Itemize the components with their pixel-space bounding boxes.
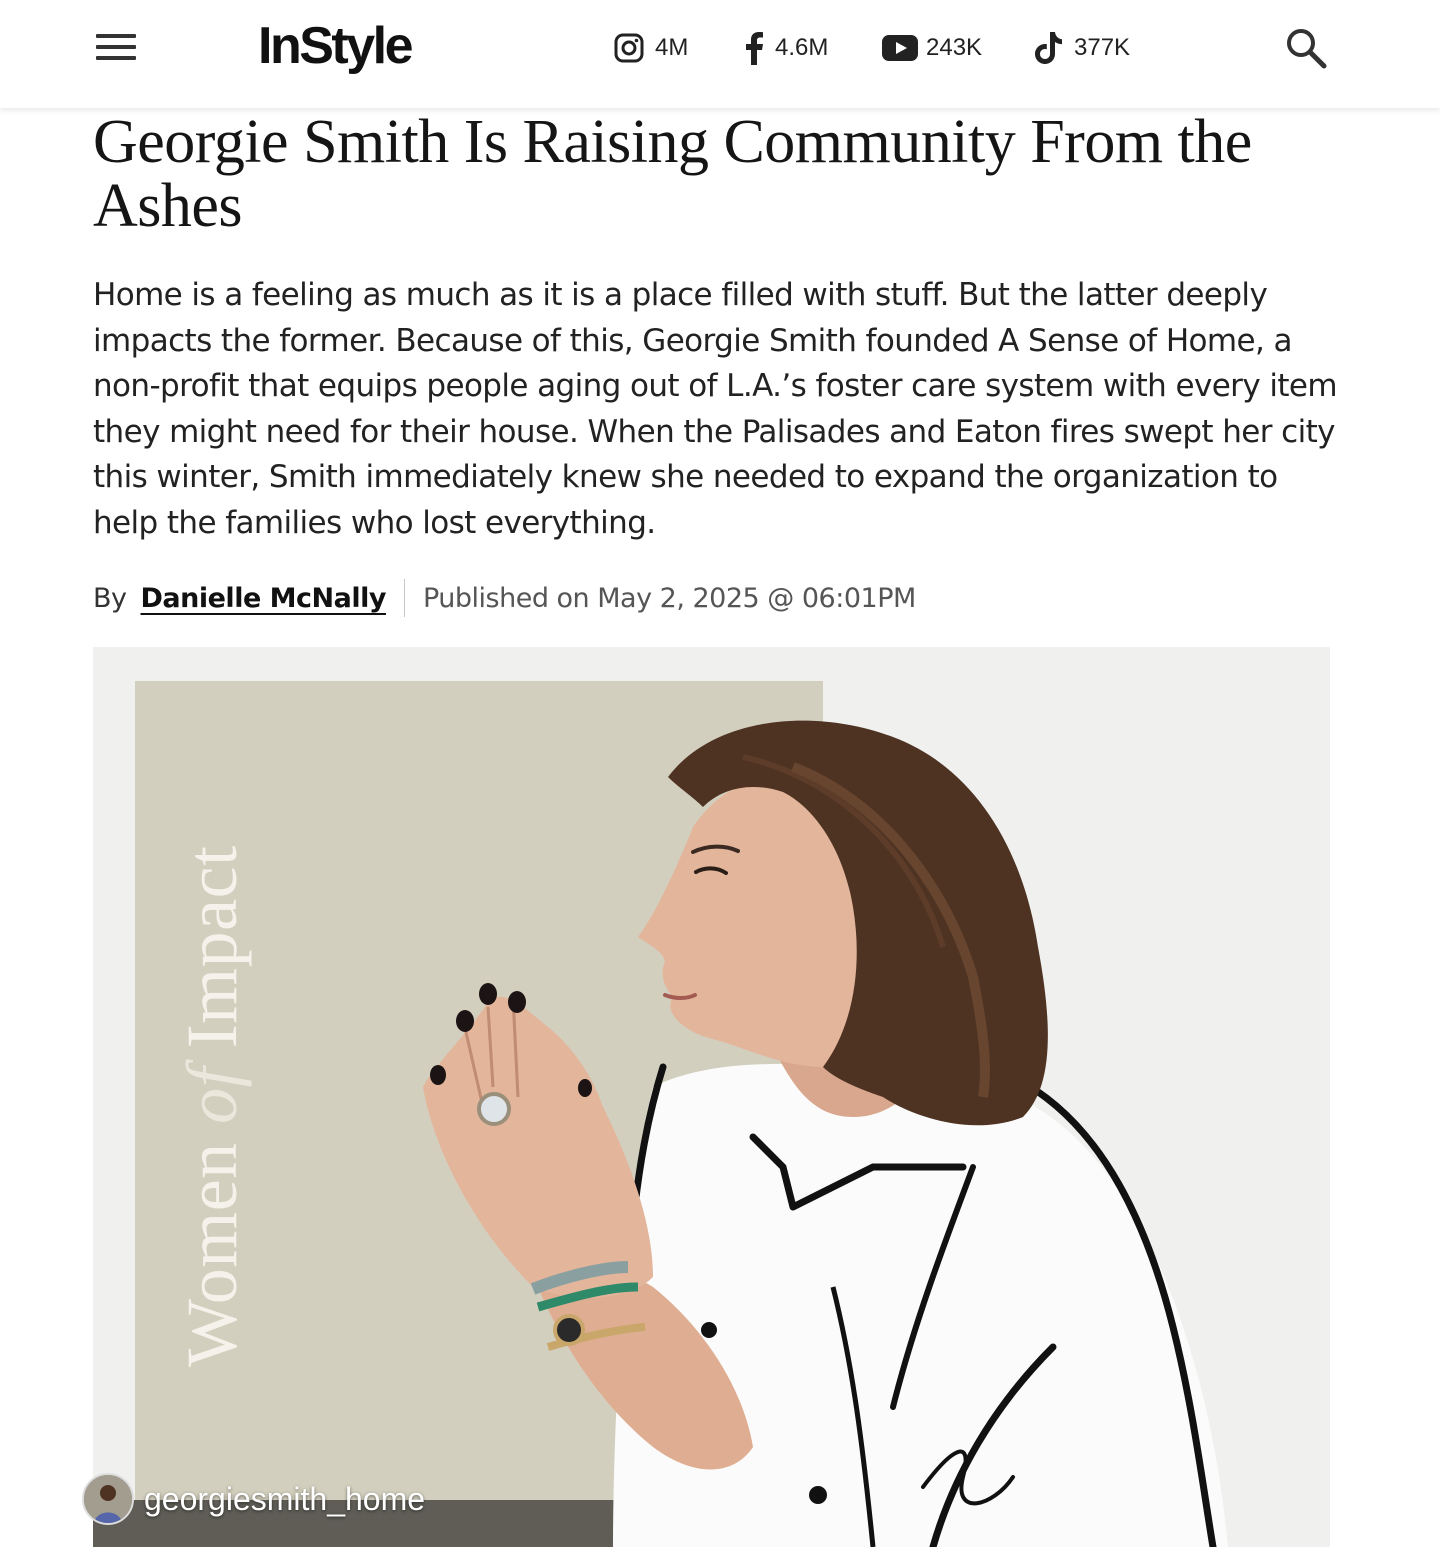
series-word: Impact <box>172 845 252 1049</box>
portrait-illustration <box>93 647 1330 1547</box>
nail <box>456 1010 474 1032</box>
nail <box>578 1079 592 1097</box>
byline-divider <box>404 579 405 617</box>
avatar <box>82 1473 134 1525</box>
top-navigation-bar <box>0 0 1440 108</box>
nail <box>508 991 526 1013</box>
shirt-button <box>809 1486 827 1504</box>
tiktok-link[interactable] <box>1034 28 1130 68</box>
article-dek: Home is a feeling as much as it is a place filled with stuff. But the latter deeply impacts the former. Because of this, Georgie Smith founded A Sense of Home, a non-profit that equips people aging out of L.A.’s foster care system with every item they might need for their house. When the Palisades and Eaton fires swept her city this winter, Smith immediately knew she needed to expand the organization to help the families who lost everything. <box>93 277 1337 541</box>
ring <box>479 1094 509 1124</box>
search-icon[interactable] <box>1284 26 1328 70</box>
facebook-link[interactable] <box>743 28 828 68</box>
menu-line <box>96 45 136 49</box>
account-watermark[interactable] <box>82 1474 425 1524</box>
hamburger-menu-icon[interactable] <box>96 32 138 62</box>
youtube-link[interactable] <box>882 28 982 68</box>
shirt-button <box>701 1322 717 1338</box>
nail <box>430 1065 446 1085</box>
article-headline: Georgie Smith Is Raising Community From the Ashes <box>93 108 1252 240</box>
hands-shape <box>423 997 653 1298</box>
watch-face <box>555 1316 583 1344</box>
site-logo[interactable]: InStyle <box>258 17 411 75</box>
byline-by-label: By <box>93 582 127 614</box>
published-date: Published on May 2, 2025 @ 06:01PM <box>422 582 916 614</box>
menu-line <box>96 34 136 38</box>
hero-image <box>93 647 1330 1547</box>
menu-line <box>96 56 136 60</box>
series-word: Women <box>172 1142 252 1367</box>
facebook-icon <box>743 31 765 65</box>
account-handle: georgiesmith_home <box>144 1480 426 1517</box>
instagram-link[interactable] <box>613 28 688 68</box>
instagram-count: 4M <box>655 34 689 61</box>
facebook-count: 4.6M <box>775 34 829 61</box>
byline <box>93 574 916 622</box>
tiktok-count: 377K <box>1074 34 1131 61</box>
youtube-icon <box>882 35 918 61</box>
instagram-icon <box>613 32 645 64</box>
series-word: of <box>172 1066 252 1124</box>
tiktok-icon <box>1034 31 1064 65</box>
youtube-count: 243K <box>926 34 983 61</box>
nail <box>479 983 497 1005</box>
author-link[interactable]: Danielle McNally <box>140 582 386 614</box>
